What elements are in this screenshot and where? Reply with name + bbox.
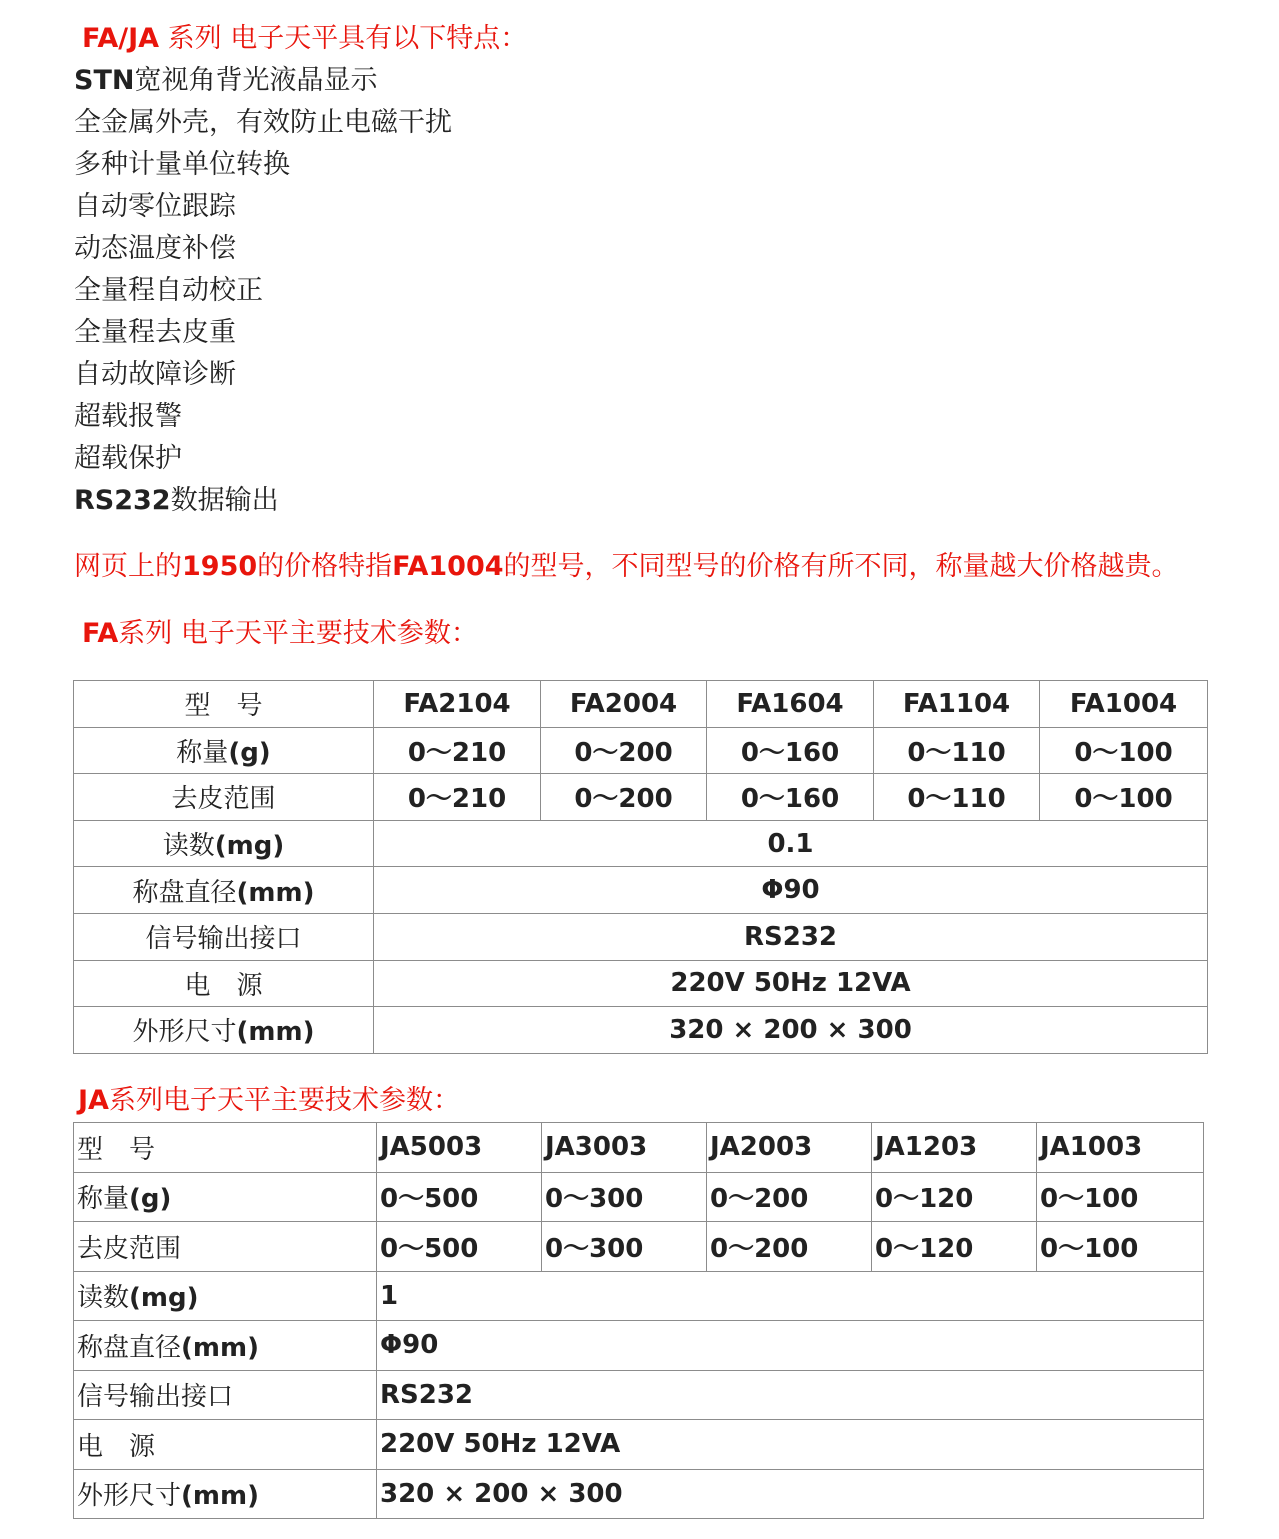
model-cell: JA2003 bbox=[707, 1123, 872, 1173]
capacity-cell: 0～200 bbox=[707, 1172, 872, 1222]
power-value: 220V 50Hz 12VA bbox=[374, 960, 1208, 1007]
interface-value: RS232 bbox=[377, 1370, 1204, 1420]
feature-item: 多种计量单位转换 bbox=[74, 149, 290, 180]
table-row bbox=[74, 1007, 1208, 1054]
power-label: 电 源 bbox=[74, 960, 374, 1007]
tare-cell: 0～200 bbox=[707, 1222, 872, 1272]
table-row bbox=[74, 727, 1208, 774]
readability-value: 1 bbox=[377, 1271, 1204, 1321]
table-row bbox=[74, 1469, 1204, 1519]
capacity-cell: 0～210 bbox=[374, 727, 541, 774]
interface-label: 信号输出接口 bbox=[74, 1370, 377, 1420]
tare-cell: 0～300 bbox=[542, 1222, 707, 1272]
table-row bbox=[74, 1123, 1204, 1173]
tare-label: 去皮范围 bbox=[74, 1222, 377, 1272]
capacity-cell: 0～120 bbox=[872, 1172, 1037, 1222]
model-cell: FA2004 bbox=[541, 681, 707, 728]
tare-cell: 0～500 bbox=[377, 1222, 542, 1272]
model-cell: FA1104 bbox=[874, 681, 1040, 728]
capacity-cell: 0～110 bbox=[874, 727, 1040, 774]
feature-list bbox=[74, 60, 452, 522]
table-row bbox=[74, 774, 1208, 821]
table-row bbox=[74, 820, 1208, 867]
capacity-cell: 0～200 bbox=[541, 727, 707, 774]
size-value: 320 × 200 × 300 bbox=[377, 1469, 1204, 1519]
table-row bbox=[74, 913, 1208, 960]
model-cell: JA1203 bbox=[872, 1123, 1037, 1173]
tare-cell: 0～200 bbox=[541, 774, 707, 821]
fa-spec-heading: FA系列 电子天平主要技术参数： bbox=[82, 618, 478, 649]
model-cell: JA5003 bbox=[377, 1123, 542, 1173]
tare-cell: 0～160 bbox=[707, 774, 874, 821]
table-row bbox=[74, 1222, 1204, 1272]
capacity-label: 称量(g) bbox=[74, 727, 374, 774]
capacity-cell: 0～160 bbox=[707, 727, 874, 774]
readability-label: 读数(mg) bbox=[74, 1271, 377, 1321]
interface-label: 信号输出接口 bbox=[74, 913, 374, 960]
tare-label: 去皮范围 bbox=[74, 774, 374, 821]
model-cell: FA1604 bbox=[707, 681, 874, 728]
model-label: 型 号 bbox=[74, 1123, 377, 1173]
model-label: 型 号 bbox=[74, 681, 374, 728]
pan-label: 称盘直径(mm) bbox=[74, 1321, 377, 1371]
table-row bbox=[74, 1172, 1204, 1222]
feature-item: 动态温度补偿 bbox=[74, 233, 236, 264]
feature-item: 全金属外壳，有效防止电磁干扰 bbox=[74, 107, 452, 138]
capacity-label: 称量(g) bbox=[74, 1172, 377, 1222]
model-cell: FA1004 bbox=[1040, 681, 1208, 728]
readability-label: 读数(mg) bbox=[74, 820, 374, 867]
tare-cell: 0～120 bbox=[872, 1222, 1037, 1272]
interface-value: RS232 bbox=[374, 913, 1208, 960]
feature-item: 超载报警 bbox=[74, 401, 182, 432]
feature-item: 自动故障诊断 bbox=[74, 359, 236, 390]
price-note: 网页上的1950的价格特指FA1004的型号，不同型号的价格有所不同，称量越大价格越贵。 bbox=[74, 551, 1179, 582]
feature-item: 超载保护 bbox=[74, 443, 182, 474]
table-row bbox=[74, 960, 1208, 1007]
tare-cell: 0～210 bbox=[374, 774, 541, 821]
size-label: 外形尺寸(mm) bbox=[74, 1007, 374, 1054]
size-label: 外形尺寸(mm) bbox=[74, 1469, 377, 1519]
feature-item: 全量程自动校正 bbox=[74, 275, 263, 306]
capacity-cell: 0～500 bbox=[377, 1172, 542, 1222]
size-value: 320 × 200 × 300 bbox=[374, 1007, 1208, 1054]
table-row bbox=[74, 1370, 1204, 1420]
tare-cell: 0～110 bbox=[874, 774, 1040, 821]
capacity-cell: 0～100 bbox=[1037, 1172, 1204, 1222]
readability-value: 0.1 bbox=[374, 820, 1208, 867]
pan-value: Φ90 bbox=[377, 1321, 1204, 1371]
tare-cell: 0～100 bbox=[1040, 774, 1208, 821]
table-row bbox=[74, 681, 1208, 728]
power-label: 电 源 bbox=[74, 1420, 377, 1470]
ja-spec-table bbox=[73, 1122, 1204, 1519]
model-cell: JA3003 bbox=[542, 1123, 707, 1173]
pan-value: Φ90 bbox=[374, 867, 1208, 914]
model-cell: JA1003 bbox=[1037, 1123, 1204, 1173]
table-row bbox=[74, 1321, 1204, 1371]
capacity-cell: 0～300 bbox=[542, 1172, 707, 1222]
table-row bbox=[74, 1271, 1204, 1321]
model-cell: FA2104 bbox=[374, 681, 541, 728]
ja-spec-heading: JA系列电子天平主要技术参数： bbox=[78, 1085, 460, 1116]
table-row bbox=[74, 867, 1208, 914]
feature-item: 自动零位跟踪 bbox=[74, 191, 236, 222]
power-value: 220V 50Hz 12VA bbox=[377, 1420, 1204, 1470]
capacity-cell: 0～100 bbox=[1040, 727, 1208, 774]
pan-label: 称盘直径(mm) bbox=[74, 867, 374, 914]
fa-spec-table bbox=[73, 680, 1208, 1054]
features-heading: FA/JA 系列 电子天平具有以下特点： bbox=[82, 23, 528, 54]
feature-item: STN宽视角背光液晶显示 bbox=[74, 65, 378, 96]
tare-cell: 0～100 bbox=[1037, 1222, 1204, 1272]
feature-item: RS232数据输出 bbox=[74, 485, 279, 516]
feature-item: 全量程去皮重 bbox=[74, 317, 236, 348]
table-row bbox=[74, 1420, 1204, 1470]
